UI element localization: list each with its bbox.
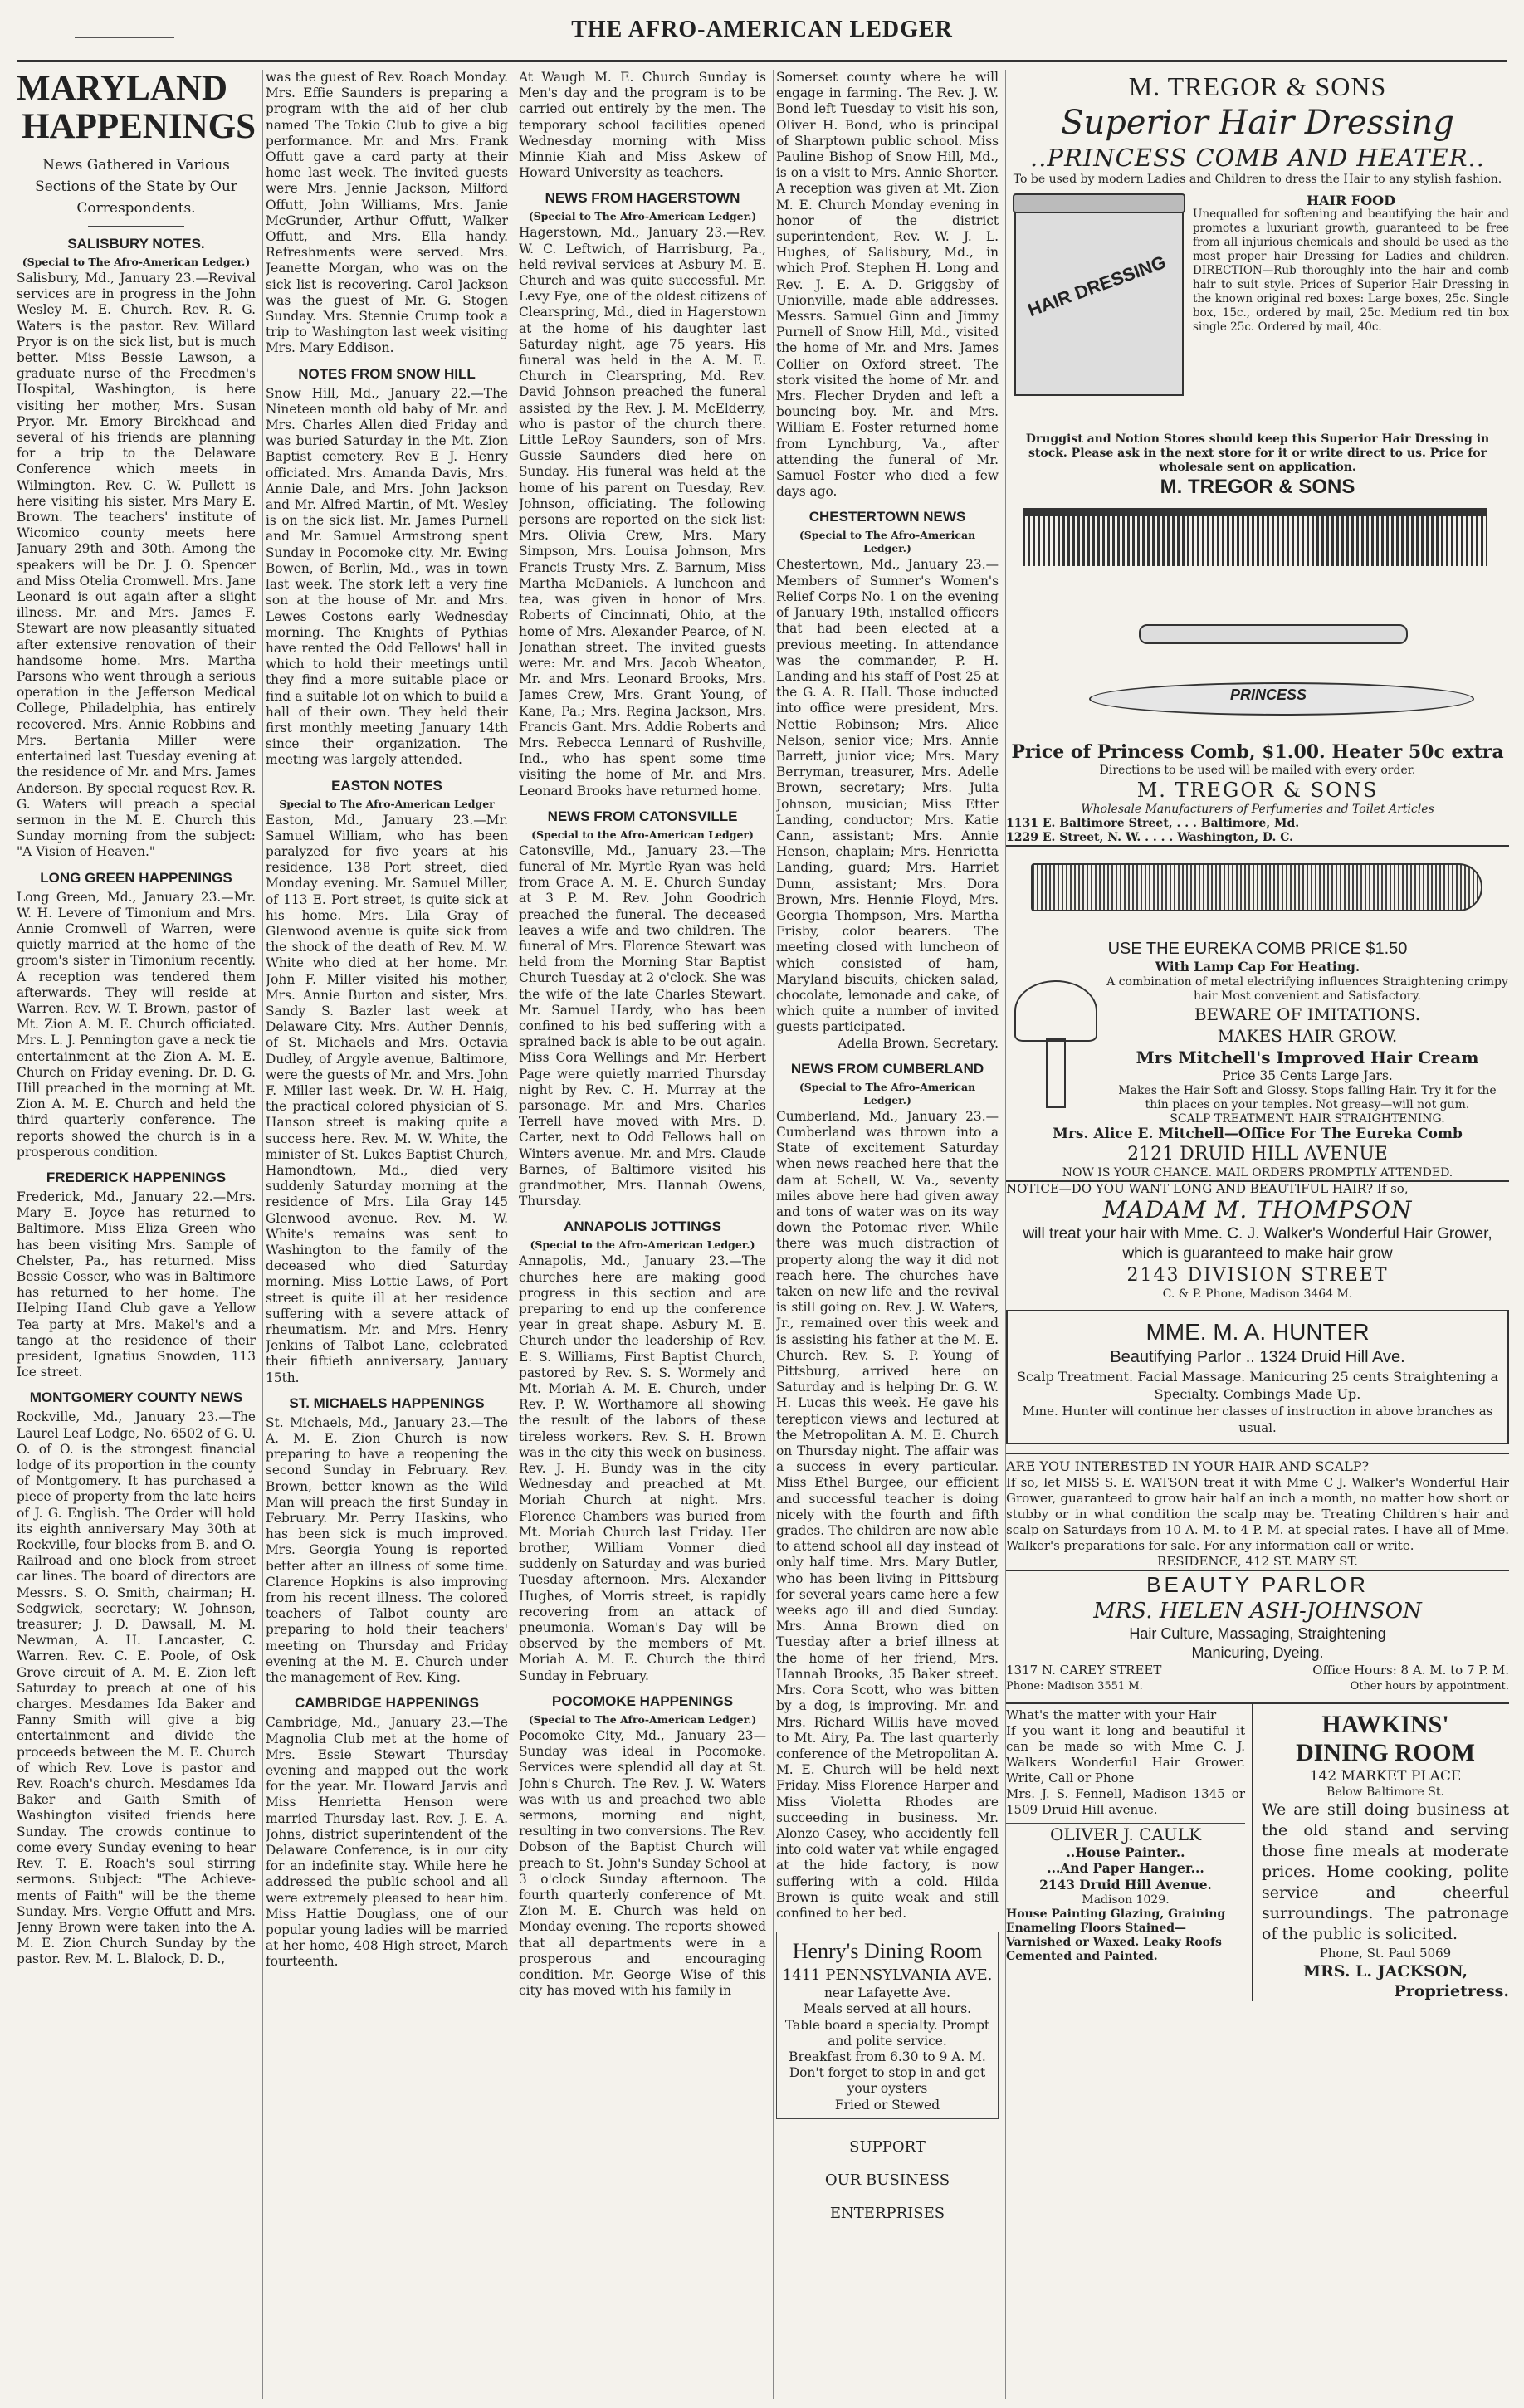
hair-food-text <box>1193 193 1509 335</box>
article-heading: EASTON NOTES <box>331 777 442 794</box>
ad-line: near Lafayette Ave. <box>823 1986 951 2001</box>
ad-text: House Painting Glazing, Graining Enameling Floors Stained—Varnished or Waxed. Leaky Roofs Cemented and Painted. <box>1006 1907 1226 1963</box>
ad-name: OLIVER J. CAULK <box>1049 1824 1202 1845</box>
article-body: was the guest of Rev. Roach Monday. Mrs. Effie Saunders is preparing a program with the aid of her club named The Tokio Club to give a big performance. Mr. and Mrs. Frank Offutt gave a card party at their home last week. The invited guests were Mrs. Jennie Jackson, Milford Offutt, John Williams, Mrs. Janie McGrunder, Arthur Offutt, Walker Offutt, and Mrs. Ella handy. Refreshments were served. Mrs. Jeanette Morgan, who was on the sick list is recovering. Carol Jackson was the guest of Mr. G. Stogen Sunday. Mrs. Stennie Crump took a trip to Washington last week visiting Mrs. Mary Eddison. <box>266 70 508 356</box>
ad-address: 1131 E. Baltimore Street, . . . Baltimore, Md. <box>1006 817 1300 830</box>
caulk-ad <box>1006 1823 1245 1964</box>
article-heading: CAMBRIDGE HAPPENINGS <box>295 1695 479 1712</box>
bottom-ads <box>1006 1702 1509 2001</box>
ad-address: 1229 E. Street, N. W. . . . . Washington, D. C. <box>1006 831 1293 844</box>
princess-comb-image <box>1006 500 1509 616</box>
ad-headline: MAKES HAIR GROW. <box>1217 1026 1398 1047</box>
ash-johnson-ad <box>1006 1570 1509 1694</box>
article-heading: NEWS FROM CUMBERLAND <box>790 1060 984 1077</box>
ad-text: If you want it long and beautiful it can be made so with Mme C. J. Walkers Wonderful Hair Grower. Write, Call or Phone <box>1006 1723 1245 1786</box>
ad-text: Mme. Hunter will continue her classes of instruction in above branches as usual. <box>1022 1403 1493 1435</box>
lamp-stem <box>1046 1038 1066 1108</box>
ad-name: HAWKINS' <box>1321 1711 1449 1739</box>
ad-line: Table board a specialty. Prompt and polite service. <box>784 2017 990 2049</box>
article-dateline: (Special to the Afro-American Ledger.) <box>530 1238 755 1252</box>
article-body: Cambridge, Md., January 23.—The Magnolia Club met at the home of Mrs. Essie Stewart Thursday evening and mapped out the work for the year. Mr. Howard Jarvis and Miss Henrietta Henson were married Thursday last. Rev. J. E. A. Johns, district superintendent of the Delaware Conference, is in our city for an indefinite stay. While here he addressed the public school and all were extremely pleased to hear him. Miss Hattie Douglass, one of our popular young ladies will be married at her home, 408 High street, March fourteenth. <box>266 1715 508 1970</box>
ad-line: Breakfast from 6.30 to 9 A. M. <box>789 2049 986 2064</box>
column-2 <box>266 70 515 2399</box>
column-4 <box>776 70 1006 2399</box>
ad-text: NOW IS YOUR CHANCE. MAIL ORDERS PROMPTLY ATTENDED. <box>1062 1165 1453 1180</box>
ad-name: DINING ROOM <box>1296 1739 1475 1767</box>
hawkins-ad <box>1253 1704 1509 2001</box>
section-title-line1: MARYLAND <box>17 70 228 108</box>
eureka-text <box>1106 975 1509 1126</box>
comb-teeth <box>1023 516 1487 566</box>
divider <box>88 226 183 227</box>
ad-phone: Phone, St. Paul 5069 <box>1319 1946 1452 1961</box>
article-body: Annapolis, Md., January 23.—The churches here are making good progress in this section and are preparing to end up the conference year in great shape. Asbury M. E. Church under the leadership of Rev. E. S. Williams, First Baptist Church, pastored by Rev. S. S. Wormely and Mt. Moriah A. M. E. Church, under Rev. P. W. Worthamore all showing the result of the labors of these tireless workers. Rev. S. H. Brown was in the city this week on business. Rev. J. H. Bundy was in the city Wednesday and preached at Mt. Moriah Church at night. Mrs. Florence Chambers was buried from Mt. Moriah Church last Friday. Her brother, William Vonner died suddenly on Saturday and was buried Tuesday afternoon. Mrs. Alexander Hughes, of Morris street, is rapidly recovering from an attack of pneumonia. Woman's Day will be observed by the members of Mt. Moriah A. M. E. Church the third Sunday in February. <box>519 1253 766 1683</box>
ad-text: NOTICE—DO YOU WANT LONG AND BEAUTIFUL HAIR? If so, <box>1006 1180 1409 1196</box>
ad-phone: Phone: Madison 3551 M. <box>1006 1680 1143 1693</box>
ad-name: MME. M. A. HUNTER <box>1145 1318 1370 1345</box>
ad-hours: Office Hours: 8 A. M. to 7 P. M. <box>1312 1662 1509 1678</box>
ad-text: Mrs. J. S. Fennell, Madison 1345 or 1509 Druid Hill avenue. <box>1006 1786 1245 1818</box>
ad-tagline: ..PRINCESS COMB AND HEATER.. <box>1030 144 1485 172</box>
support-line: OUR BUSINESS <box>824 2171 950 2189</box>
article-body: Long Green, Md., January 23.—Mr. W. H. Levere of Timonium and Mrs. Annie Cromwell of Warren, were quietly married at the home of the groom's sister in Timonium recently. A reception was tendered them afterwards. They will reside at Warren. Rev. W. T. Brown, pastor of Mt. Zion A. M. E. Church officiated. Mrs. L. J. Pennington gave a neck tie entertainment at the Zion A. M. E. Church on Friday evening. Dr. D. G. Hill preached in the morning at Mt. Zion A. M. E. Church and held the third quarterly conference. The reports showed the church is in a prosperous condition. <box>17 889 256 1160</box>
comb-brush <box>1031 863 1482 911</box>
ad-tagline: Superior Hair Dressing <box>1061 104 1454 142</box>
ad-text: Below Baltimore St. <box>1326 1785 1444 1800</box>
hair-food-body: Unequalled for softening and beautifying the hair and promotes a luxuriant growth, guaranteed to be free from all injurious chemicals and should be used as the most proper hair Dressing for Ladies and children. DIRECTION—Rub thoroughly into the hair and comb hair to suit style. Prices of Superior Hair Dressing in the known original red boxes: Large boxes, 25c. Single box, 15c., ordered by mail, 25c. Medium red tin box single 25c. Ordered by mail, 40c. <box>1193 208 1509 334</box>
tin-label: HAIR DRESSING <box>1024 251 1169 321</box>
article-heading: MONTGOMERY COUNTY NEWS <box>29 1390 243 1406</box>
ad-name: Henry's Dining Room <box>792 1939 983 1964</box>
support-line: ENTERPRISES <box>829 2204 945 2222</box>
section-intro: News Gathered in Various Sections of the State by Our Correspondents. <box>35 157 237 217</box>
left-bottom-ads <box>1006 1704 1253 2001</box>
article-heading: FREDERICK HAPPENINGS <box>46 1169 227 1185</box>
ad-address: 2143 DIVISION STREET <box>1126 1264 1389 1286</box>
ad-text: If so, let MISS S. E. WATSON treat it with Mme C J. Walker's Wonderful Hair Grower, guaranteed to grow hair half an inch a month, no matter how short or stubby or in what condition the scalp may be. Treating Children's hair and scalp on Saturdays from 10 A. M. to 4 P. M. at special rates. I have all of Mme. Walker's preparations for sale. For any information call or write. <box>1006 1474 1509 1553</box>
ad-hours: Other hours by appointment. <box>1350 1680 1509 1693</box>
tin-lid <box>1013 193 1185 213</box>
article-heading: SALISBURY NOTES. <box>67 236 205 252</box>
ad-address: 2143 Druid Hill Avenue. <box>1039 1877 1212 1893</box>
masthead-title: THE AFRO-AMERICAN LEDGER <box>571 17 953 42</box>
ad-text: Manicuring, Dyeing. <box>1191 1644 1324 1661</box>
thompson-ad <box>1006 1180 1509 1302</box>
article-heading: NEWS FROM HAGERSTOWN <box>545 190 740 207</box>
ad-price: Price of Princess Comb, $1.00. Heater 50c extra <box>1011 741 1504 763</box>
article-dateline: (Special to The Afro-American Ledger.) <box>799 529 976 555</box>
ad-text: We are still doing business at the old stand and serving those fine meals at moderate prices. Home cooking, polite service and cheerful surroundings. The patronage of the public is solicited. <box>1262 1800 1509 1944</box>
article-body: Rockville, Md., January 23.—The Laurel Leaf Lodge, No. 6502 of G. U. O. of O. is the strongest financial lodge of its proportion in the county of Montgomery. It has purchased a piece of property from the late heirs of J. G. English. The Order will hold its eighth anniversary May 30th at Rockville, four blocks from B. and O. Railroad and one block from street car lines. The board of directors are Messrs. S. O. Smith, chairman; H. Sedgwick, secretary; W. Johnson, treasurer; J. D. Dawsall, M. M. Newman, A. H. Lancaster, C. Warren. Rev. C. E. Poole, of Osk Grove circuit of A. M. E. Zion left Saturday to preach at one of his charges. Mesdames Ida Baker and Fanny Smith will give a big entertainment and divide the proceeds between the M. E. Church of which Rev. Love is pastor and Rev. Roach's church. Mesdames Ida Baker and Gaith Smith of Washington visited friends here Sunday. The crowds continue to come every Sunday evening to hear Rev. T. E. Roach's soul stirring sermons. Subject: "The Achieve-ments of Faith" will be the theme Sunday. Mrs. Vergie Offutt and Mrs. Jenny Brown were taken into the A. M. E. Zion Church Sunday by the pastor. Rev. M. L. Blalock, D. D., <box>17 1409 256 1967</box>
ad-text: Price 35 Cents Large Jars. <box>1222 1068 1393 1084</box>
ad-address: 2121 DRUID HILL AVENUE <box>1127 1143 1388 1165</box>
article-body: Cumberland, Md., January 23.—Cumberland was thrown into a State of excitement Saturday when news reached here that the dam at Schell, W. Va., seventy miles above here had given away and tons of water was on its way down the Potomac river. While there was much distraction of property along the way it did not reach here. The churches have taken on new life and the revival is still going on. Rev. J. W. Waters, Jr., remained over this week and is assisting his father at the M. E. Church. Rev. S. P. Young of Pittsburg, arrived here on Saturday and is helping Dr. G. W. H. Lucas this week. He gave his terepticon views and lectured at the Metropolitan A. M. E. Church on Thursday night. The affair was a success in every particular. Miss Ethel Burgee, our efficient and successful teacher is doing nicely with the fourth and fifth grades. The children are now able to attend school all day instead of only half time. Mrs. Mary Butler, who has been living in Pittsburg for several years came here a few weeks ago ill and died Sunday. Mrs. Anna Brown died on Tuesday after a brief illness at the home of her friend, Mrs. Hannah Brooks, 35 Baker street. Mrs. Cora Scott, who was bitten by a dog, is improving. Mr. and Mrs. Richard Willis have moved to Mt. Airy, Pa. The last quarterly conference of the Metropolitan A. M. E. Church will be held next Friday. Miss Florence Harper and Miss Violetta Rhodes are succeeding in business. Mr. Alonzo Casey, who accidently fell into cold water vat while engaged at the hide factory, is now suffering with a cold. Hilda Brown is quite weak and still confined to her bed. <box>776 1108 999 1921</box>
ad-text: A combination of metal electrifying influences Straightening crimpy hair Most convenient and Satisfactory. <box>1106 975 1508 1004</box>
lamp-cap-image <box>1006 975 1106 1108</box>
hunter-ad <box>1006 1310 1509 1444</box>
ad-headline: ARE YOU INTERESTED IN YOUR HAIR AND SCALP? <box>1006 1458 1370 1474</box>
ad-proprietor-title: Proprietress. <box>1394 1982 1509 2001</box>
ad-headline: BEAUTY PARLOR <box>1146 1571 1369 1597</box>
article-body: Chestertown, Md., January 23.—Members of Sumner's Women's Relief Corps No. 1 on the evening of January 19th, installed officers that had been elected at a previous meeting. In attendance was the commander, P. H. Landing and his staff of Post 25 at the G. A. R. Hall. Those inducted into office were president, Mrs. Nettie Robinson; Mrs. Alice Nelson, senior vice; Mrs. Annie Barrett, junior vice; Mrs. Mary Berryman, treasurer, Mrs. Adelle Brown, secretary; Mrs. Julia Johnson, musician; Miss Etter Landing, conductor; Mrs. Katie Cann, assistant; Mrs. Annie Henson, chaplain; Mrs. Henrietta Landing, guard; Mrs. Harriet Dunn, assistant; Mrs. Dora Brown, Mrs. Hennie Floyd, Mrs. Georgia Thompson, Mrs. Martha Frisby, color bearers. The meeting closed with luncheon of which consisted of ham, Maryland biscuits, chicken salad, chocolate, lemonade and cake, of which quite a number of invited guests participated. <box>776 557 999 1035</box>
ad-line: Fried or Stewed <box>834 2097 940 2112</box>
henrys-dining-ad <box>776 1932 999 2119</box>
masthead <box>17 12 1507 62</box>
ad-name: M. TREGOR & SONS <box>1128 71 1387 101</box>
article-dateline: (Special to the Afro-American Ledger) <box>531 828 754 841</box>
ad-text: SCALP TREATMENT. HAIR STRAIGHTENING. <box>1170 1112 1445 1126</box>
heater-label: PRINCESS <box>1230 686 1307 703</box>
ad-text: Mrs. Alice E. Mitchell—Office For The Eureka Comb <box>1053 1126 1463 1143</box>
ad-name: M. TREGOR & SONS <box>1136 779 1379 802</box>
ad-headline: Mrs Mitchell's Improved Hair Cream <box>1136 1048 1479 1068</box>
article-dateline: (Special to The Afro-American Ledger.) <box>528 210 757 223</box>
ad-contact-row <box>1006 1678 1509 1694</box>
heater-image <box>1006 616 1509 740</box>
ads-column <box>1006 70 1509 2399</box>
ad-tagline: Beautifying Parlor .. 1324 Druid Hill Ave. <box>1110 1347 1405 1366</box>
ad-name: MRS. HELEN ASH-JOHNSON <box>1093 1598 1422 1624</box>
eureka-body <box>1006 975 1509 1126</box>
ad-headline: What's the matter with your Hair <box>1006 1707 1217 1723</box>
article-body: Salisbury, Md., January 23.—Revival services are in progress in the John Wesley M. E. Church. Rev. R. G. Waters is the pastor. Rev. Willard Pryor is on the sick list, but is much better. Miss Bessie Lawson, a graduate nurse of the Freedmen's Hospital, Washington, is here visiting her mother, Mrs. Susan Pryor. Mr. Emory Birckhead and several of his friends are planning for a trip to the Delaware Conference which meets in Wilmington. Rev. C. W. Pullett is here visiting his sister, Mrs Mary E. Brown. The teachers' institute of Wicomico county meets here January 29th and 30th. Among the speakers will be Dr. J. O. Spencer and Miss Otelia Cromwell. Mrs. Jane Leonard is out again after a slight illness. Mr. and Mrs. James F. Stewart are now pleasantly situated after extensive renovation of their handsome home. Mrs. Martha Parsons who went through a serious operation in the Jefferson Medical College, Philadelphia, has entirely recovered. Mrs. Annie Robbins and Mrs. Bertania Miller were entertained last Tuesday evening at the residence of Mr. and Mrs. James Anderson. By special request Rev. R. G. Waters will preach a special sermon in the M. E. Church this Sunday morning from the subject: "A Vision of Heaven." <box>17 271 256 860</box>
heater-rod <box>1139 624 1408 644</box>
ad-text: Druggist and Notion Stores should keep this Superior Hair Dressing in stock. Please ask in the next store for it or write direct to us. Price for wholesale sent on application. <box>1025 432 1490 474</box>
hair-food-heading: HAIR FOOD <box>1307 193 1395 208</box>
article-body: Somerset county where he will engage in farming. The Rev. J. W. Bond left Tuesday to visit his son, Oliver H. Bond, who is principal of Sharptown public school. Miss Pauline Bishop of Snow Hill, Md., is on a visit to Mrs. Annie Shorter. A reception was given at Mt. Zion M. E. Church Monday evening in honor of the district superintendent, Rev. W. J. L. Hughes, of Salisbury, Md., in which Prof. Stephen H. Long and Rev. J. E. A. D. Griggsby of Unionville, made able addresses. Messrs. Samuel Ginn and Jimmy Purnell of Snow Hill, Md., visited the home of Mr. and Mrs. James Collier on Oxford street. The stork visited the home of Mr. and Mrs. Flecher Dryden and left a bouncing boy. Mr. and Mrs. William E. Foster returned home from Lynchburg, Va., after attending the funeral of Mr. Samuel Foster who died a few days ago. <box>776 70 999 500</box>
column-1 <box>17 70 263 2399</box>
article-heading: ANNAPOLIS JOTTINGS <box>564 1219 721 1235</box>
article-body: Frederick, Md., January 22.—Mrs. Mary E. Joyce has returned to Baltimore. Miss Eliza Green who has been visiting Mrs. Sample of Chelster, Pa., has returned. Miss Bessie Cosser, who was in Baltimore has returned to her home. The Helping Hand Club gave a Yellow Tea party at Mrs. Makel's and a tango at the residence of their president, Ignatius Snowden, 113 Ice street. <box>17 1189 256 1380</box>
ad-headline: USE THE EUREKA COMB PRICE $1.50 <box>1107 940 1408 958</box>
hair-dressing-tin-image <box>1014 202 1184 396</box>
ad-text: To be used by modern Ladies and Children to dress the Hair to any stylish fashion. <box>1013 173 1502 186</box>
article-heading: NEWS FROM CATONSVILLE <box>547 808 738 824</box>
ad-text: Scalp Treatment. Facial Massage. Manicuring 25 cents Straightening a Specialty. Combings Made Up. <box>1017 1368 1498 1402</box>
article-dateline: (Special to The Afro-American Ledger.) <box>799 1080 976 1106</box>
lamp-cap <box>1014 980 1097 1042</box>
article-dateline: Special to The Afro-American Ledger <box>279 797 495 810</box>
ad-text: ..House Painter.. <box>1066 1845 1185 1861</box>
article-body: Snow Hill, Md., January 22.—The Nineteen month old baby of Mr. and Mrs. Charles Allen died Friday and was buried Saturday in the Mt. Zion Baptist cemetery. Rev E J. Henry officiated. Mrs. Amanda Davis, Mrs. Annie Dale, and Mrs. John Jackson and Mr. Alfred Martin, of Mt. Wesley is on the sick list. Mr. James Purnell and Mr. Samuel Armstrong spent Sunday in Pocomoke city. Mr. Ewing Bowen, of Berlin, Md., was in town last week. The stork left a very fine son at the house of Mr. and Mrs. Lewes Costons early Wednesday morning. The Knights of Pythias have rented the Odd Fellows' hall in which to hold their meetings until they find a more suitable place or find a suitable lot on which to build a hall of their own. They held their first monthly meeting January 14th since their organization. The meeting was largely attended. <box>266 385 508 768</box>
ad-name: MADAM M. THOMPSON <box>1102 1195 1413 1224</box>
hair-food-block <box>1006 193 1509 432</box>
ad-contact-row <box>1006 1663 1509 1678</box>
article-heading: LONG GREEN HAPPENINGS <box>40 869 232 886</box>
ad-address: 1317 N. CAREY STREET <box>1006 1662 1162 1678</box>
section-title-line2: HAPPENINGS <box>22 107 256 146</box>
article-body: Pocomoke City, Md., January 23—Sunday was ideal in Pocomoke. Services were splendid all day at St. John's Church. The Rev. J. W. Waters was with us and preached two able sermons, morning and night, resulting in two conversions. The Rev. Dobson of the Baptist Church will preach to St. John's Sunday School at 3 o'clock Sunday afternoon. The fourth quarterly conference of Mt. Zion M. E. Church was held on Monday evening. The reports showed that all departments were in a prosperous and encouraging condition. Mr. George Wise of this city has moved with his family in <box>519 1727 766 1999</box>
support-notice <box>776 2131 999 2230</box>
ad-text: Wholesale Manufacturers of Perfumeries and Toilet Articles <box>1081 803 1434 816</box>
ad-line: Don't forget to stop in and get your oysters <box>789 2065 986 2097</box>
ad-address: 142 MARKET PLACE <box>1309 1768 1462 1785</box>
article-body: St. Michaels, Md., January 23.—The A. M. E. Zion Church is now preparing to have a reopening the second Sunday in February. Rev. Brown, better known as the Wild Man will preach the first Sunday in February. Mr. Perry Haskins, who has been sick is much improved. Mrs. Georgia Young is reported better after an illness of some time. Clarence Hopkins is also improving from his recent illness. The colored teachers of Talbot county are preparing to hold their teachers' meeting on Thursday and Friday evening at the M. E. Church under the management of Rev. King. <box>266 1414 508 1686</box>
article-dateline: (Special to The Afro-American Ledger.) <box>22 256 251 268</box>
eureka-comb-image <box>1006 847 1509 938</box>
article-heading: CHESTERTOWN NEWS <box>808 509 966 525</box>
ad-address: 1411 PENNSYLVANIA AVE. <box>782 1966 993 1985</box>
ad-text: With Lamp Cap For Heating. <box>1155 960 1360 974</box>
eureka-comb-ad <box>1006 845 1509 1180</box>
ad-text: ...And Paper Hanger... <box>1047 1861 1204 1877</box>
article-body: Catonsville, Md., January 23.—The funeral of Mr. Myrtle Ryan was held from Grace A. M. E. Church Sunday at 3 P. M. Rev. John Goodrich preached the funeral. The deceased leaves a wife and two children. The funeral of Mrs. Florence Stewart was held from the Morning Star Baptist Church Tuesday at 2 o'clock. She was the wife of the late Charles Stewart. Mr. Samuel Hardy, who has been confined to his bed suffering with a sprained back is able to be out again. Miss Cora Wellings and Mr. Herbert Page were quietly married Thursday night by Rev. C. H. Murray at the parsonage. Mr. and Mrs. Charles Terrell have moved with Mrs. D. Carter, next to Odd Fellows hall on Winters avenue. Mr. and Mrs. Claude Barnes, of Baltimore visited his grandmother, Mrs. Hannah Owens, Thursday. <box>519 843 766 1209</box>
article-body: Easton, Md., January 23.—Mr. Samuel William, who has been paralyzed for five years at his residence, 138 Port street, died Monday evening. Mr. Samuel Miller, of 113 E. Port street, is quite sick at his home. Mrs. Lila Gray of Glenwood avenue is quite sick from the shock of the death of Rev. M. W. White who died at her home. Mr. John F. Miller visited his mother, Mrs. Annie Burton and sister, Mrs. Sandy S. Bazler last week at Delaware City. Mrs. Auther Dennis, of St. Michaels and Mrs. Octavia Dudley, of Argyle avenue, Baltimore, were the guests of Mr. and Mrs. John F. Miller last week. Dr. W. H. Haig, the practical colored physician of S. Hanson street is making quite a success here. Rev. M. W. White, the minister of St. Lukes Baptist Church, Hamondtown, Md., died very suddenly Saturday morning at the residence of Mrs. Lila Gray 145 Glenwood avenue. Rev. M. W. White's remains was sent to Washington to the family of the deceased who died Saturday morning. Miss Lottie Laws, of Port street is quite ill at her residence suffering with a severe attack of rheumatism. Mr. and Mrs. Henry Jenkins of Talbot Lane, celebrated their fiftieth anniversary, January 15th. <box>266 812 508 1385</box>
article-dateline: (Special to The Afro-American Ledger.) <box>528 1712 757 1726</box>
ad-address: RESIDENCE, 412 ST. MARY ST. <box>1156 1553 1359 1569</box>
article-heading: ST. MICHAELS HAPPENINGS <box>289 1394 485 1411</box>
watson-ad <box>1006 1453 1509 1570</box>
ad-proprietor: MRS. L. JACKSON, <box>1302 1962 1468 1981</box>
ad-text: Directions to be used will be mailed with every order. <box>1099 764 1416 777</box>
ad-line: Meals served at all hours. <box>803 2001 972 2017</box>
ad-headline: BEWARE OF IMITATIONS. <box>1194 1004 1421 1025</box>
article-body: At Waugh M. E. Church Sunday is Men's day and the program is to be carried out entirely by the men. The temporary school facilities opened Wednesday morning with Miss Minnie Kiah and Miss Askew of Howard University as teachers. <box>519 70 766 181</box>
article-heading: POCOMOKE HAPPENINGS <box>551 1692 734 1709</box>
article-signature: Adella Brown, Secretary. <box>838 1035 999 1051</box>
ad-text: Makes the Hair Soft and Glossy. Stops falling Hair. Try it for the thin places on your temples. Not greasy—will not gum. <box>1118 1084 1497 1112</box>
ad-phone: Madison 1029. <box>1082 1893 1170 1907</box>
ad-text: Hair Culture, Massaging, Straightening <box>1129 1624 1386 1642</box>
ad-phone: C. & P. Phone, Madison 3464 M. <box>1162 1287 1353 1301</box>
support-line: SUPPORT <box>849 2137 926 2156</box>
article-heading: NOTES FROM SNOW HILL <box>298 365 476 382</box>
ad-name: M. TREGOR & SONS <box>1160 476 1355 498</box>
ad-text: will treat your hair with Mme. C. J. Walker's Wonderful Hair Grower, which is guaranteed to make hair grow <box>1023 1224 1492 1263</box>
tregor-ad <box>1006 70 1509 845</box>
column-3 <box>519 70 774 2399</box>
article-body: Hagerstown, Md., January 23.—Rev. W. C. Leftwich, of Harrisburg, Pa., held revival services at Asbury M. E. Church and was quite successful. Mr. Levy Fye, one of the oldest citizens of Clearspring, Md., died in Hagerstown at the home of his daughter last Saturday night, age 75 years. His funeral was held in the A. M. E. Church in Clearspring, Md. Rev. David Johnson preached the funeral assisted by the Rev. J. M. McElderry, who is pastor of the church there. Little LeRoy Saunders, son of Mrs. Gussie Saunders died here on Sunday. His funeral was held at the home of his parent on Tuesday, Rev. Johnson, officiating. The following persons are reported on the sick list: Mrs. Olivia Crew, Mrs. Mary Simpson, Mrs. Louisa Johnson, Mrs Francis Trusty Mrs. Z. Barnum, Miss Martha McDaniels. A luncheon and tea, was given in honor of Mrs. Roberts of Cincinnati, Ohio, at the home of Mrs. Alexander Pearce, of N. Jonathan street. The invited guests were: Mr. and Mrs. Jacob Wheaton, Mr. and Mrs. Leonard Brooks, Mrs. James Crew, Mrs. Grant Young, of Kane, Pa.; Mrs. Regina Jackson, Mrs. Francis Gant. Mrs. Addie Roberts and Mrs. Rebecca Lennard of Rushville, Ind., who has spent some time visiting the home of Mr. and Mrs. Leonard Brooks have returned home. <box>519 225 766 799</box>
